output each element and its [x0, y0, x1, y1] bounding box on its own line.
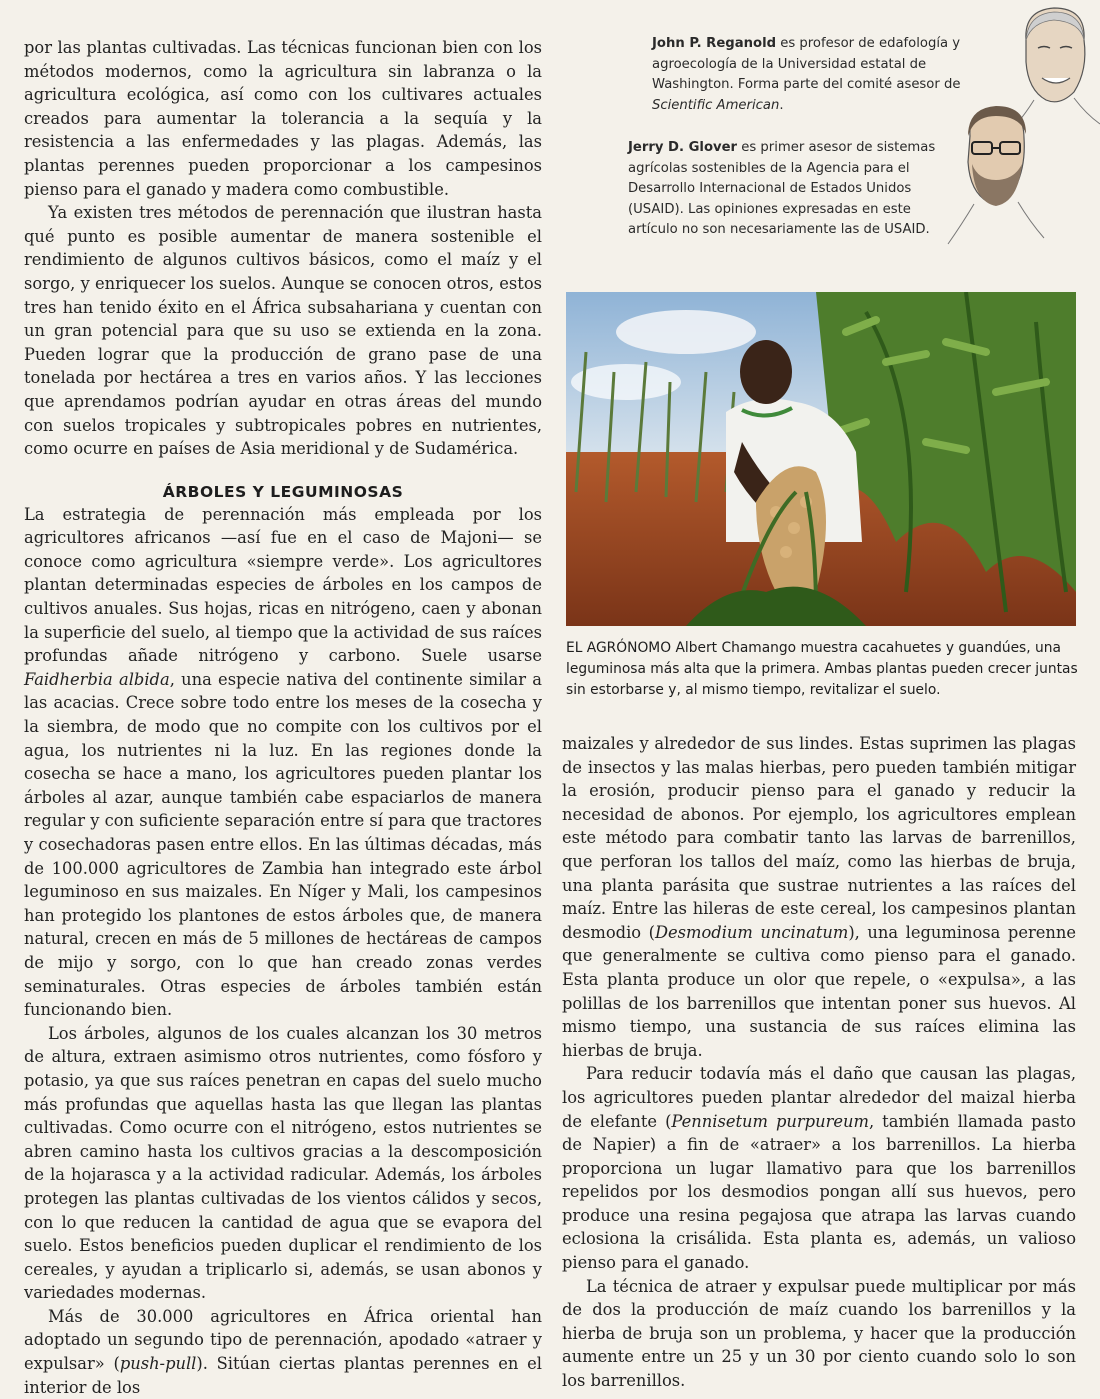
right-paragraph-2 [562, 1062, 1076, 1274]
left-paragraph-4: Los árboles, algunos de los cuales alcanzan los 30 metros de altura, extraen asimismo otros nutrientes, como fósforo y potasio, ya que sus raíces penetran en capas del suelo mucho más profundas que aquellas hasta las que llegan las plantas cultivadas. Como ocurre con el nitrógeno, estos nutrientes se abren camino hasta los cultivos gracias a la descomposición de la hojarasca y a la actividad radicular. Además, los árboles protegen las plantas cultivadas de los vientos cálidos y secos, con lo que reducen la cantidad de agua que se evapora del suelo. Estos beneficios pueden duplicar el rendimiento de los cereales, y ayudan a triplicarlo si, además, se usan abonos y variedades modernas. [24, 1023, 542, 1303]
right-paragraph-1-text-a: maizales y alrededor de sus lindes. Estas suprimen las plagas de insectos y las malas hierbas, pero pueden también mitigar la erosión, producir pienso para el ganado y reducir la necesidad de abonos. Por ejemplo, los agricultores emplean este método para combatir tanto las larvas de barrenillos, que perforan los tallos del maíz, como las hierbas de bruja, una planta parásita que sustrae nutrientes a las raíces del maíz. Entre las hileras de este cereal, los campesinos plantan desmodio ( [562, 734, 1076, 942]
left-paragraph-5-text-b: ). Sitúan ciertas plantas perennes en el interior de los [24, 1354, 542, 1397]
right-paragraph-1-text-b: ), una leguminosa perenne que generalmente se cultiva como pienso para el ganado. Esta planta produce un olor que repele, o «expulsa», a las polillas de los barrenillos que intentan poner sus huevos. Al mismo tiempo, una sustancia de sus raíces elimina las hierbas de bruja. [562, 922, 1076, 1060]
magazine-name: Scientific American [652, 97, 780, 113]
author-bio-reganold-end: . [779, 97, 784, 113]
left-paragraph-3-text-b: , una especie nativa del continente similar a las acacias. Crece sobre todo entre los meses de la cosecha y la siembra, de modo que no compite con los cultivos por el agua, los nutrientes ni la luz. En las regiones donde la cosecha se hace a mano, los agricultores pueden plantar los árboles al azar, aunque también cabe espaciarlos de manera regular y con suficiente separación entre sí para que tractores y cosechadoras pasen entre ellos. En las últimas décadas, más de 100.000 agricultores de Zambia han integrado este árbol leguminoso en sus maizales. En Níger y Mali, los campesinos han protegido los plantones de estos árboles que, de manera natural, crecen en más de 5 millones de hectáreas de campos de mijo y sorgo, con lo que han creado zonas verdes seminaturales. Otras especies de árboles también están funcionando bien. [24, 669, 542, 1020]
photo-agronomist-peanuts [566, 292, 1076, 626]
author-name-reganold: John P. Reganold [652, 36, 777, 51]
left-paragraph-1: por las plantas cultivadas. Las técnicas funcionan bien con los métodos modernos, como la agricultura sin labranza o la agricultura ecológica, así como con los cultivares actuales creados para aumentar la tolerancia a la sequía y la resistencia a las enfermedades y las plagas. Además, las plantas perennes pueden proporcionar a los campesinos pienso para el ganado y madera como combustible. [24, 38, 542, 199]
photo-caption-text: Albert Chamango muestra cacahuetes y guandúes, una leguminosa más alta que la primera. Ambas plantas pueden crecer juntas sin estorbarse y, al mismo tiempo, revitalizar el suelo. [566, 640, 1078, 698]
right-paragraph-3: La técnica de atraer y expulsar puede multiplicar por más de dos la producción de maíz cuando los barrenillos y la hierba de bruja son un problema, y hacer que la producción aumente entre un 25 y un 30 por ciento cuando solo lo son los barrenillos. [562, 1276, 1076, 1391]
left-paragraph-3 [24, 503, 542, 1022]
species-name-desmodium: Desmodium uncinatum [654, 922, 849, 942]
term-push-pull: push-pull [119, 1354, 197, 1374]
author-portrait-glover [944, 98, 1046, 246]
left-paragraph-2: Ya existen tres métodos de perennación que ilustran hasta qué punto es posible aumentar de manera sostenible el rendimiento de algunos cultivos básicos, como el maíz y el sorgo, y enriquecer los suelos. Aunque se conocen otros, estos tres han tenido éxito en el África subsahariana y cuentan con un gran potencial para que su uso se extienda en la zona. Pueden lograr que la producción de grano pase de una tonelada por hectárea a tres en varios años. Y las lecciones que aprendamos podrían ayudar en otras áreas del mundo con suelos tropicales y subtropicales pobres en nutrientes, como ocurre en países de Asia meridional y de Sudamérica. [24, 203, 542, 459]
photo-caption-lead: EL AGRÓNOMO [566, 640, 672, 656]
species-name-pennisetum: Pennisetum purpureum [671, 1111, 869, 1131]
species-name-faidherbia: Faidherbia albida [24, 669, 170, 689]
author-bio-reganold-text: es profesor de edafología y agroecología de la Universidad estatal de Washington. Forma parte del comité asesor de [652, 36, 961, 92]
left-paragraph-5-text-a: Más de 30.000 agricultores en África oriental han adoptado un segundo tipo de perennación, apodado «atraer y expulsar» ( [24, 1306, 542, 1374]
right-paragraph-2-text-a: Para reducir todavía más el daño que causan las plagas, los agricultores pueden plantar alrededor del maizal hierba de elefante ( [562, 1064, 1076, 1131]
section-heading: ÁRBOLES Y LEGUMINOSAS [162, 482, 404, 501]
left-column [24, 36, 542, 1399]
right-column [562, 732, 1076, 1393]
right-paragraph-2-text-b: , también llamada pasto de Napier) a fin de «atraer» a los barrenillos. La hierba proporciona un lugar llamativo para que los barrenillos repelidos por los desmodios pongan allí sus huevos, pero produce una resina pegajosa que atrapa las larvas cuando eclosiona la crisálida. Esta planta es, además, un valioso pienso para el ganado. [562, 1111, 1076, 1273]
author-bio-glover [628, 138, 948, 241]
author-name-glover: Jerry D. Glover [628, 140, 738, 155]
left-paragraph-3-text-a: La estrategia de perennación más empleada por los agricultores africanos —así fue en el caso de Majoni— se conoce como agricultura «siempre verde». Los agricultores plantan determinadas especies de árboles en los campos de cultivos anuales. Sus hojas, ricas en nitrógeno, caen y abonan la superficie del suelo, al tiempo que la actividad de sus raíces profundas añade nitrógeno y carbono. Suele usarse [24, 504, 542, 666]
right-paragraph-1 [562, 732, 1076, 1062]
author-bio-glover-text: es primer asesor de sistemas agrícolas sostenibles de la Agencia para el Desarrollo Internacional de Estados Unidos (USAID). Las opiniones expresadas en este artículo no son necesariamente las de USAID. [628, 140, 936, 237]
photo-caption [566, 638, 1080, 701]
